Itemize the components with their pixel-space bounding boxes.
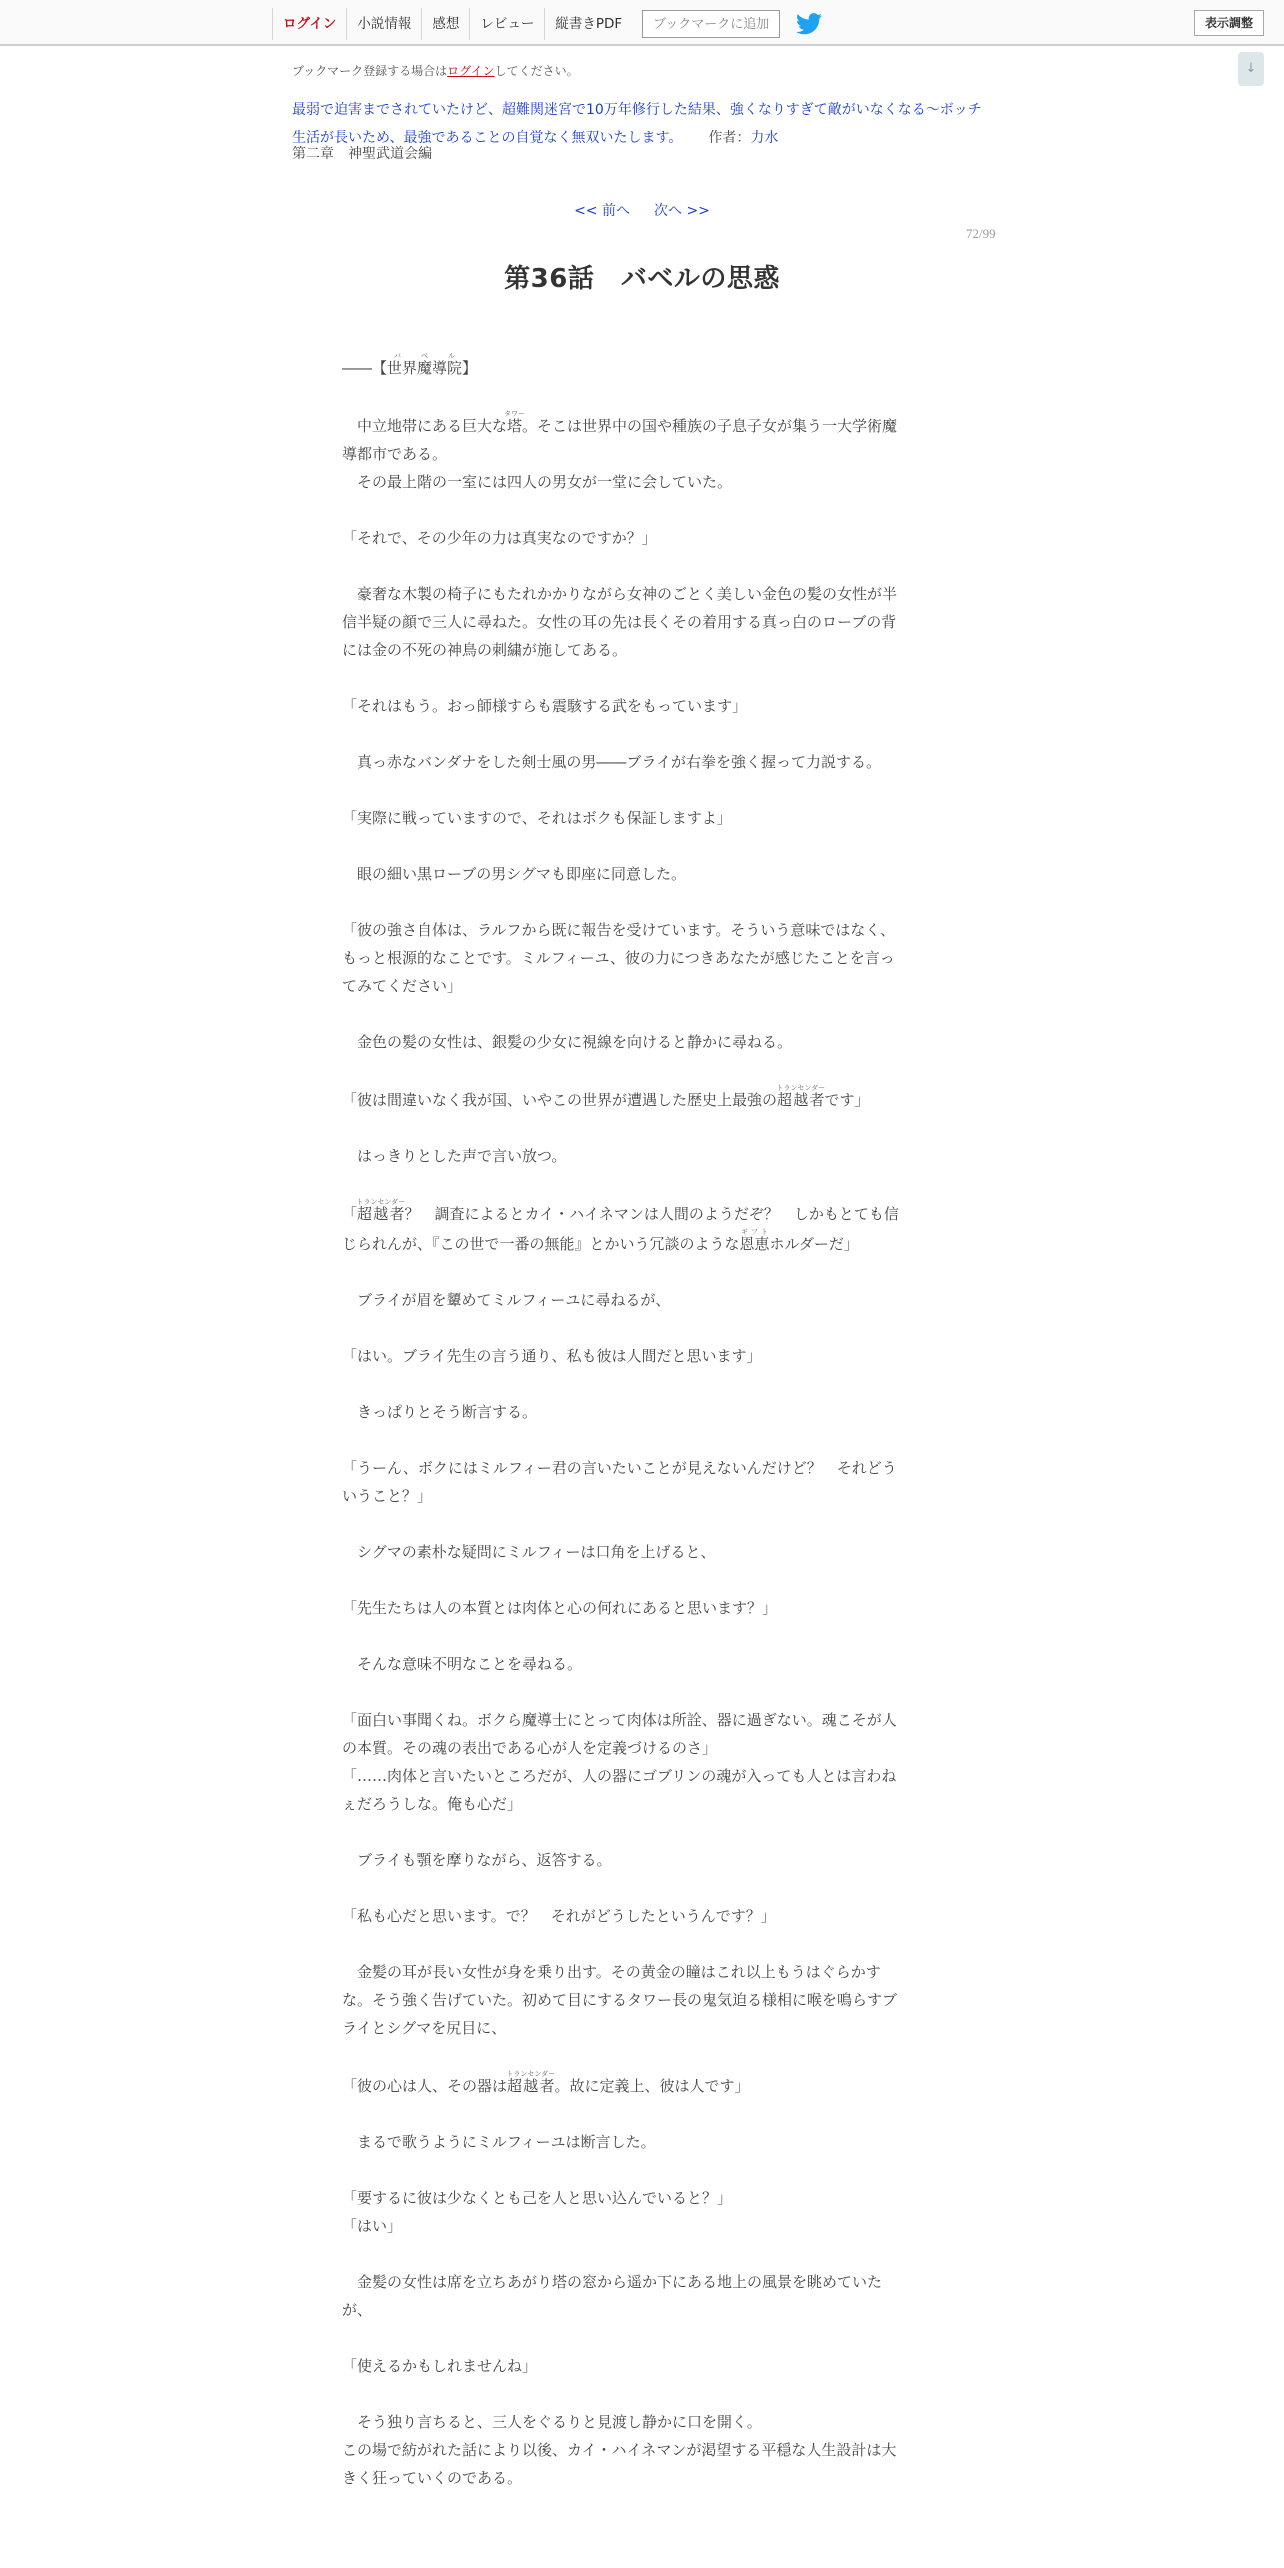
blank-line xyxy=(342,1170,942,1198)
blank-line xyxy=(342,1114,942,1142)
blank-line xyxy=(342,2324,942,2352)
blank-line xyxy=(342,1510,942,1538)
ruby-base: 世界魔導院 xyxy=(387,359,463,377)
body-line: 「はい」 xyxy=(342,2217,403,2235)
prev-link[interactable]: << 前へ xyxy=(574,203,630,219)
blank-line xyxy=(342,776,942,804)
body-line: 「うーん、ボクにはミルフィー君の言いたいことが見えないんだけど？ それどう xyxy=(342,1459,897,1477)
body-line xyxy=(342,1228,942,1258)
ruby-text xyxy=(356,1198,406,1223)
body-line: 「彼の強さ自体は、ラルフから既に報告を受けています。そういう意味ではなく、 xyxy=(342,921,896,939)
nav-novel-info[interactable]: 小説情報 xyxy=(346,8,421,40)
twitter-icon[interactable] xyxy=(796,13,822,35)
episode-pager xyxy=(0,200,1284,220)
body-line xyxy=(342,2070,942,2100)
nav-impressions[interactable]: 感想 xyxy=(421,8,469,40)
blank-line xyxy=(342,1818,942,1846)
blank-line xyxy=(342,664,942,692)
blank-line xyxy=(342,496,942,524)
body-text: 「彼の心は人、その器は xyxy=(342,2077,508,2095)
blank-line xyxy=(342,1874,942,1902)
body-line: 「先生たちは人の本質とは肉体と心の何れにあると思います？」 xyxy=(342,1599,778,1617)
nav-login[interactable]: ログイン xyxy=(272,8,346,40)
body-text: です」 xyxy=(824,1091,870,1109)
bookmark-note-prefix: ブックマーク登録する場合は xyxy=(292,64,448,78)
ruby-text xyxy=(739,1228,770,1253)
blank-line xyxy=(342,1622,942,1650)
body-text: じられんが、『この世で一番の無能』とかいう冗談のような xyxy=(342,1235,740,1253)
body-text: 中立地帯にある巨大な xyxy=(342,417,508,435)
body-line: 「要するに彼は少なくとも己を人と思い込んでいると？」 xyxy=(342,2189,733,2207)
bookmark-note-suffix: してください。 xyxy=(494,64,579,78)
blank-line xyxy=(342,2240,942,2268)
body-line: その最上階の一室には四人の男女が一堂に会していた。 xyxy=(342,473,733,491)
body-line: まるで歌うようにミルフィーユは断言した。 xyxy=(342,2133,656,2151)
ruby-annotation: トランセンダー xyxy=(506,2070,556,2078)
ruby-base: 恩恵 xyxy=(739,1235,770,1253)
ruby-annotation: トランセンダー xyxy=(776,1084,826,1092)
body-line: はっきりとした声で言い放つ。 xyxy=(342,1147,567,1165)
body-line: には金の不死の神鳥の刺繍が施してある。 xyxy=(342,641,628,659)
ruby-text xyxy=(504,410,526,435)
body-line: 金髪の耳が長い女性が身を乗り出す。その黄金の瞳はこれ以上もうはぐらかす xyxy=(342,1963,881,1981)
body-line: きっぱりとそう断言する。 xyxy=(342,1403,538,1421)
body-line: が、 xyxy=(342,2301,373,2319)
body-line: 「……肉体と言いたいところだが、人の器にゴブリンの魂が入っても人とは言わね xyxy=(342,1767,897,1785)
blank-line xyxy=(342,1930,942,1958)
scroll-down-icon[interactable]: ↓ xyxy=(1238,52,1264,86)
blank-line xyxy=(342,382,942,410)
episode-title: 第36話 バベルの思惑 xyxy=(504,264,780,294)
blank-line xyxy=(342,1678,942,1706)
body-line xyxy=(342,410,942,440)
body-line: な。そう強く告げていた。初めて目にするタワー長の鬼気迫る様相に喉を鳴らすブ xyxy=(342,1991,898,2009)
body-text: 「彼は間違いなく我が国、いやこの世界が遭遇した歴史上最強の xyxy=(342,1091,778,1109)
body-line xyxy=(342,1198,942,1228)
body-line: 「はい。ブライ先生の言う通り、私も彼は人間だと思います」 xyxy=(342,1347,762,1365)
body-line: てみてください」 xyxy=(342,977,463,995)
body-line: いうこと？」 xyxy=(342,1487,433,1505)
blank-line xyxy=(342,1426,942,1454)
body-line: の本質。その魂の表出である心が人を定義づけるのさ」 xyxy=(342,1739,718,1757)
ruby-base: 超越者 xyxy=(506,2077,556,2095)
body-text: 】 xyxy=(462,359,478,377)
body-line: 真っ赤なバンダナをした剣士風の男――ブライが右拳を強く握って力説する。 xyxy=(342,753,881,771)
ruby-text xyxy=(387,352,463,377)
body-text: 「 xyxy=(342,1205,358,1223)
blank-line xyxy=(342,1258,942,1286)
body-line: ブライも顎を摩りながら、返答する。 xyxy=(342,1851,612,1869)
body-line: シグマの素朴な疑問にミルフィーは口角を上げると、 xyxy=(342,1543,716,1561)
body-line: そう独り言ちると、三人をぐるりと見渡し静かに口を開く。 xyxy=(342,2413,762,2431)
blank-line xyxy=(342,2156,942,2184)
body-line: 「面白い事聞くね。ボクら魔導士にとって肉体は所詮、器に過ぎない。魂こそが人 xyxy=(342,1711,897,1729)
nav-menu xyxy=(272,8,822,40)
body-text: ホルダーだ」 xyxy=(769,1235,859,1253)
nav-vertical-pdf[interactable]: 縦書きPDF xyxy=(544,8,632,40)
body-line: 信半疑の顔で三人に尋ねた。女性の耳の先は長くその着用する真っ白のローブの背 xyxy=(342,613,897,631)
body-line: 金髪の女性は席を立ちあがり塔の窓から遥か下にある地上の風景を眺めていた xyxy=(342,2273,883,2291)
blank-line xyxy=(342,720,942,748)
author-link[interactable]: 力水 xyxy=(750,130,779,146)
body-line: 眼の細い黒ローブの男シグマも即座に同意した。 xyxy=(342,865,686,883)
ruby-annotation: バベル xyxy=(387,352,463,360)
blank-line xyxy=(342,832,942,860)
body-line: もっと根源的なことです。ミルフィーユ、彼の力につきあなたが感じたことを言っ xyxy=(342,949,895,967)
ruby-base: 超越者 xyxy=(776,1091,826,1109)
body-line: ぇだろうしな。俺も心だ」 xyxy=(342,1795,523,1813)
body-text: 。そこは世界中の国や種族の子息子女が集う一大学術魔 xyxy=(522,417,898,435)
body-text: 。故に定義上、彼は人です」 xyxy=(554,2077,750,2095)
blank-line xyxy=(342,1370,942,1398)
chapter-title: 第二章 神聖武道会編 xyxy=(292,146,432,162)
body-line xyxy=(342,352,942,382)
ruby-text xyxy=(506,2070,556,2095)
body-line: ブライが眉を顰めてミルフィーユに尋ねるが、 xyxy=(342,1291,671,1309)
bookmark-login-link[interactable]: ログイン xyxy=(447,64,495,78)
blank-line xyxy=(342,1056,942,1084)
next-link[interactable]: 次へ >> xyxy=(654,203,710,219)
blank-line xyxy=(342,1314,942,1342)
blank-line xyxy=(342,2042,942,2070)
series-title-link-cont[interactable]: 生活が長いため、最強であることの自覚なく無双いたします。 xyxy=(292,130,683,146)
body-line: 「使えるかもしれませんね」 xyxy=(342,2357,538,2375)
body-line: 導都市である。 xyxy=(342,445,448,463)
body-line: 「実際に戦っていますので、それはボクも保証しますよ」 xyxy=(342,809,732,827)
blank-line xyxy=(342,2100,942,2128)
top-navigation-bar xyxy=(0,0,1284,46)
body-line: 「私も心だと思います。で？ それがどうしたというんです？」 xyxy=(342,1907,776,1925)
body-line: 金色の髪の女性は、銀髪の少女に視線を向けると静かに尋ねる。 xyxy=(342,1033,793,1051)
blank-line xyxy=(342,888,942,916)
display-settings-button[interactable]: 表示調整 xyxy=(1194,10,1264,36)
body-line: 豪奢な木製の椅子にもたれかかりながら女神のごとく美しい金色の髪の女性が半 xyxy=(342,585,898,603)
body-line: ライとシグマを尻目に、 xyxy=(342,2019,507,2037)
page-count: 72/99 xyxy=(966,226,996,241)
ruby-base: 超越者 xyxy=(356,1205,406,1223)
novel-body xyxy=(342,352,942,2492)
body-line: 「それはもう。おっ師様すらも震駭する武をもっています」 xyxy=(342,697,748,715)
ruby-annotation: ギフト xyxy=(739,1228,770,1236)
series-title-link[interactable]: 最弱で迫害までされていたけど、超難関迷宮で10万年修行した結果、強くなりすぎて敵がいなくなる～ボッチ xyxy=(292,102,982,118)
ruby-annotation: タワー xyxy=(504,410,526,418)
body-line: そんな意味不明なことを尋ねる。 xyxy=(342,1655,583,1673)
nav-review[interactable]: レビュー xyxy=(469,8,544,40)
ruby-text xyxy=(776,1084,826,1109)
ruby-base: 塔 xyxy=(504,417,526,435)
add-bookmark-button[interactable]: ブックマークに追加 xyxy=(642,10,780,38)
body-line xyxy=(342,1084,942,1114)
body-line: この場で紡がれた話により以後、カイ・ハイネマンが渇望する平穏な人生設計は大 xyxy=(342,2441,897,2459)
body-line: 「それで、その少年の力は真実なのですか？」 xyxy=(342,529,657,547)
ruby-annotation: トランセンダー xyxy=(356,1198,406,1206)
body-line: きく狂っていくのである。 xyxy=(342,2469,523,2487)
author-label: 作者： xyxy=(708,130,751,146)
bookmark-note xyxy=(292,62,579,79)
blank-line xyxy=(342,1566,942,1594)
body-text: ――【 xyxy=(342,359,388,377)
blank-line xyxy=(342,1000,942,1028)
blank-line xyxy=(342,2380,942,2408)
blank-line xyxy=(342,552,942,580)
body-text: ？ 調査によるとカイ・ハイネマンは人間のようだぞ？ しかもとても信 xyxy=(404,1205,899,1223)
